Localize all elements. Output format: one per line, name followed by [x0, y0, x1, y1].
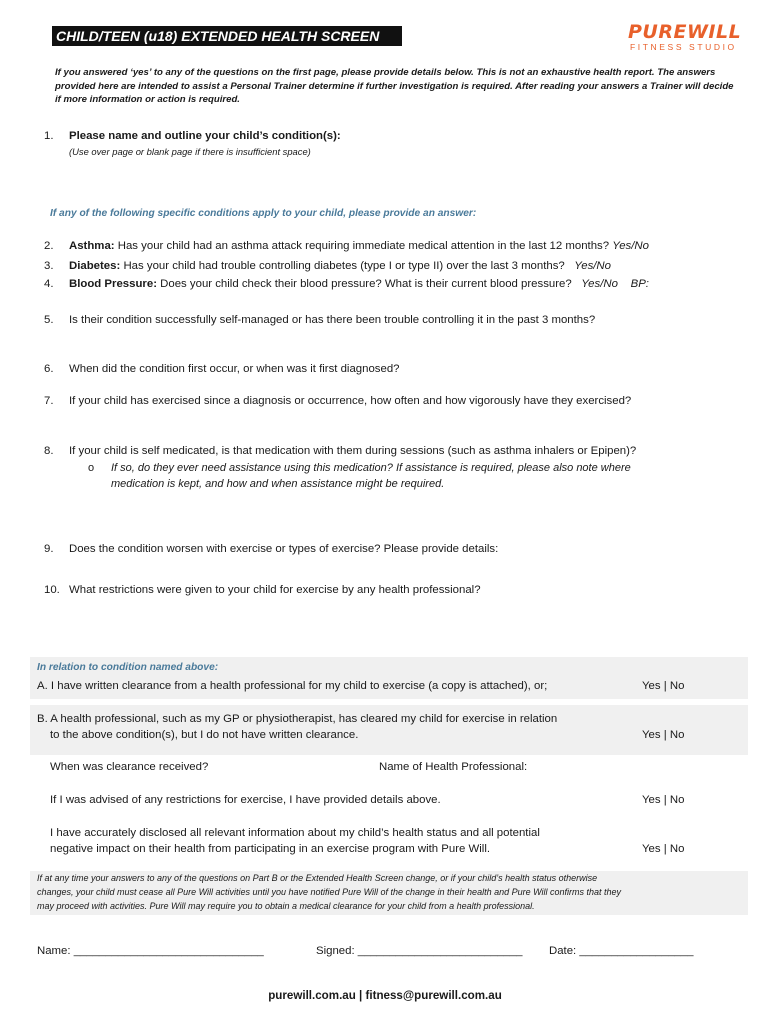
question-text: Has your child had an asthma attack requiring immediate medical attention in the last 12 months? — [117, 240, 610, 252]
date-field[interactable]: Date: __________________ — [549, 945, 694, 957]
health-professional-label: Name of Health Professional: — [379, 761, 528, 773]
clearance-a-answer[interactable]: Yes | No — [642, 680, 685, 692]
intro-text: If you answered ‘yes’ to any of the questions on the first page, please provide details below. This is not an exhaustive health report. The answers provided here are intended to assist a Personal Trainer determine if further investigation is required. After reading your answers a Trainer will decide if more information or action is required. — [55, 67, 734, 105]
bullet: o — [88, 462, 95, 474]
question-number: 10. — [44, 584, 60, 596]
question-1-note: (Use over page or blank page if there is insufficient space) — [69, 146, 311, 157]
question-5 — [0, 312, 770, 328]
signed-field[interactable]: Signed: __________________________ — [316, 945, 523, 957]
question-number: 7. — [44, 395, 54, 407]
question-text: Is their condition successfully self-managed or has there been trouble controlling it in the past 3 months? — [69, 314, 596, 326]
question-8 — [0, 443, 770, 459]
notice-line: changes, your child must cease all Pure Will activities until you have notified Pure Will of the change in their health and Pure Will confirms that they — [37, 887, 622, 897]
question-number: 4. — [44, 278, 54, 290]
question-2 — [0, 238, 770, 254]
bp-field[interactable]: BP: — [630, 278, 649, 290]
question-text: Please name and outline your child’s condition(s): — [69, 130, 341, 142]
yes-no-answer[interactable]: Yes/No — [612, 240, 649, 252]
name-field[interactable]: Name: ______________________________ — [37, 945, 264, 957]
clearance-date-label: When was clearance received? — [50, 761, 209, 773]
question-number: 2. — [44, 240, 54, 252]
logo-tagline: FITNESS STUDIO — [630, 42, 737, 52]
disclosure-line1: I have accurately disclosed all relevant information about my child’s health status and all potential — [50, 827, 540, 839]
question-4 — [0, 276, 770, 292]
yes-no-answer[interactable]: Yes/No — [581, 278, 618, 290]
yes-no-answer[interactable]: Yes/No — [574, 260, 611, 272]
clearance-b-line2: to the above condition(s), but I do not have written clearance. — [50, 729, 359, 741]
question-10 — [0, 582, 770, 598]
condition-label: Asthma: — [69, 240, 115, 252]
question-6 — [0, 361, 770, 377]
restrictions-answer[interactable]: Yes | No — [642, 794, 685, 806]
question-number: 3. — [44, 260, 54, 272]
clearance-b-answer[interactable]: Yes | No — [642, 729, 685, 741]
question-text: If your child has exercised since a diagnosis or occurrence, how often and how vigorously have they exercised? — [69, 395, 632, 407]
condition-label: Diabetes: — [69, 260, 121, 272]
question-number: 9. — [44, 543, 54, 555]
conditions-heading: If any of the following specific conditions apply to your child, please provide an answer: — [50, 208, 477, 219]
health-change-notice — [30, 871, 748, 915]
question-1 — [0, 128, 770, 144]
clearance-heading: In relation to condition named above: — [37, 662, 219, 673]
question-8-subtext — [111, 460, 631, 492]
purewill-logo — [628, 21, 742, 52]
clearance-a-text: A. I have written clearance from a health professional for my child to exercise (a copy is attached), or; — [37, 680, 548, 692]
disclosure-line2: negative impact on their health from participating in an exercise program with Pure Will. — [50, 843, 491, 855]
subtext-line: medication is kept, and how and when assistance might be required. — [111, 478, 445, 490]
page-title: CHILD/TEEN (u18) EXTENDED HEALTH SCREEN — [52, 26, 402, 46]
question-text: What restrictions were given to your child for exercise by any health professional? — [69, 584, 481, 596]
question-number: 6. — [44, 363, 54, 375]
clearance-b-line1: B. A health professional, such as my GP or physiotherapist, has cleared my child for exercise in relation — [37, 713, 558, 725]
notice-line: may proceed with activities. Pure Will may require you to obtain a medical clearance for your child from a health professional. — [37, 901, 535, 911]
question-text: Does your child check their blood pressure? What is their current blood pressure? — [160, 278, 572, 290]
question-text: When did the condition first occur, or when was it first diagnosed? — [69, 363, 400, 375]
disclosure-answer[interactable]: Yes | No — [642, 843, 685, 855]
subtext-line: If so, do they ever need assistance using this medication? If assistance is required, please also note where — [111, 462, 631, 474]
restrictions-text: If I was advised of any restrictions for exercise, I have provided details above. — [50, 794, 441, 806]
question-7 — [0, 393, 770, 409]
question-number: 8. — [44, 445, 54, 457]
question-text: If your child is self medicated, is that medication with them during sessions (such as asthma inhalers or Epipen)? — [69, 445, 637, 457]
notice-line: If at any time your answers to any of the questions on Part B or the Extended Health Screen change, or if your child’s health status otherwise — [37, 873, 598, 883]
question-text: Does the condition worsen with exercise or types of exercise? Please provide details: — [69, 543, 499, 555]
question-number: 1. — [44, 130, 54, 142]
logo-wordmark: PUREWILL — [628, 21, 742, 43]
question-9 — [0, 541, 770, 557]
question-3 — [0, 258, 770, 274]
question-number: 5. — [44, 314, 54, 326]
condition-label: Blood Pressure: — [69, 278, 157, 290]
footer-contact: purewill.com.au | fitness@purewill.com.au — [268, 989, 502, 1002]
question-text: Has your child had trouble controlling diabetes (type I or type II) over the last 3 months? — [123, 260, 565, 272]
